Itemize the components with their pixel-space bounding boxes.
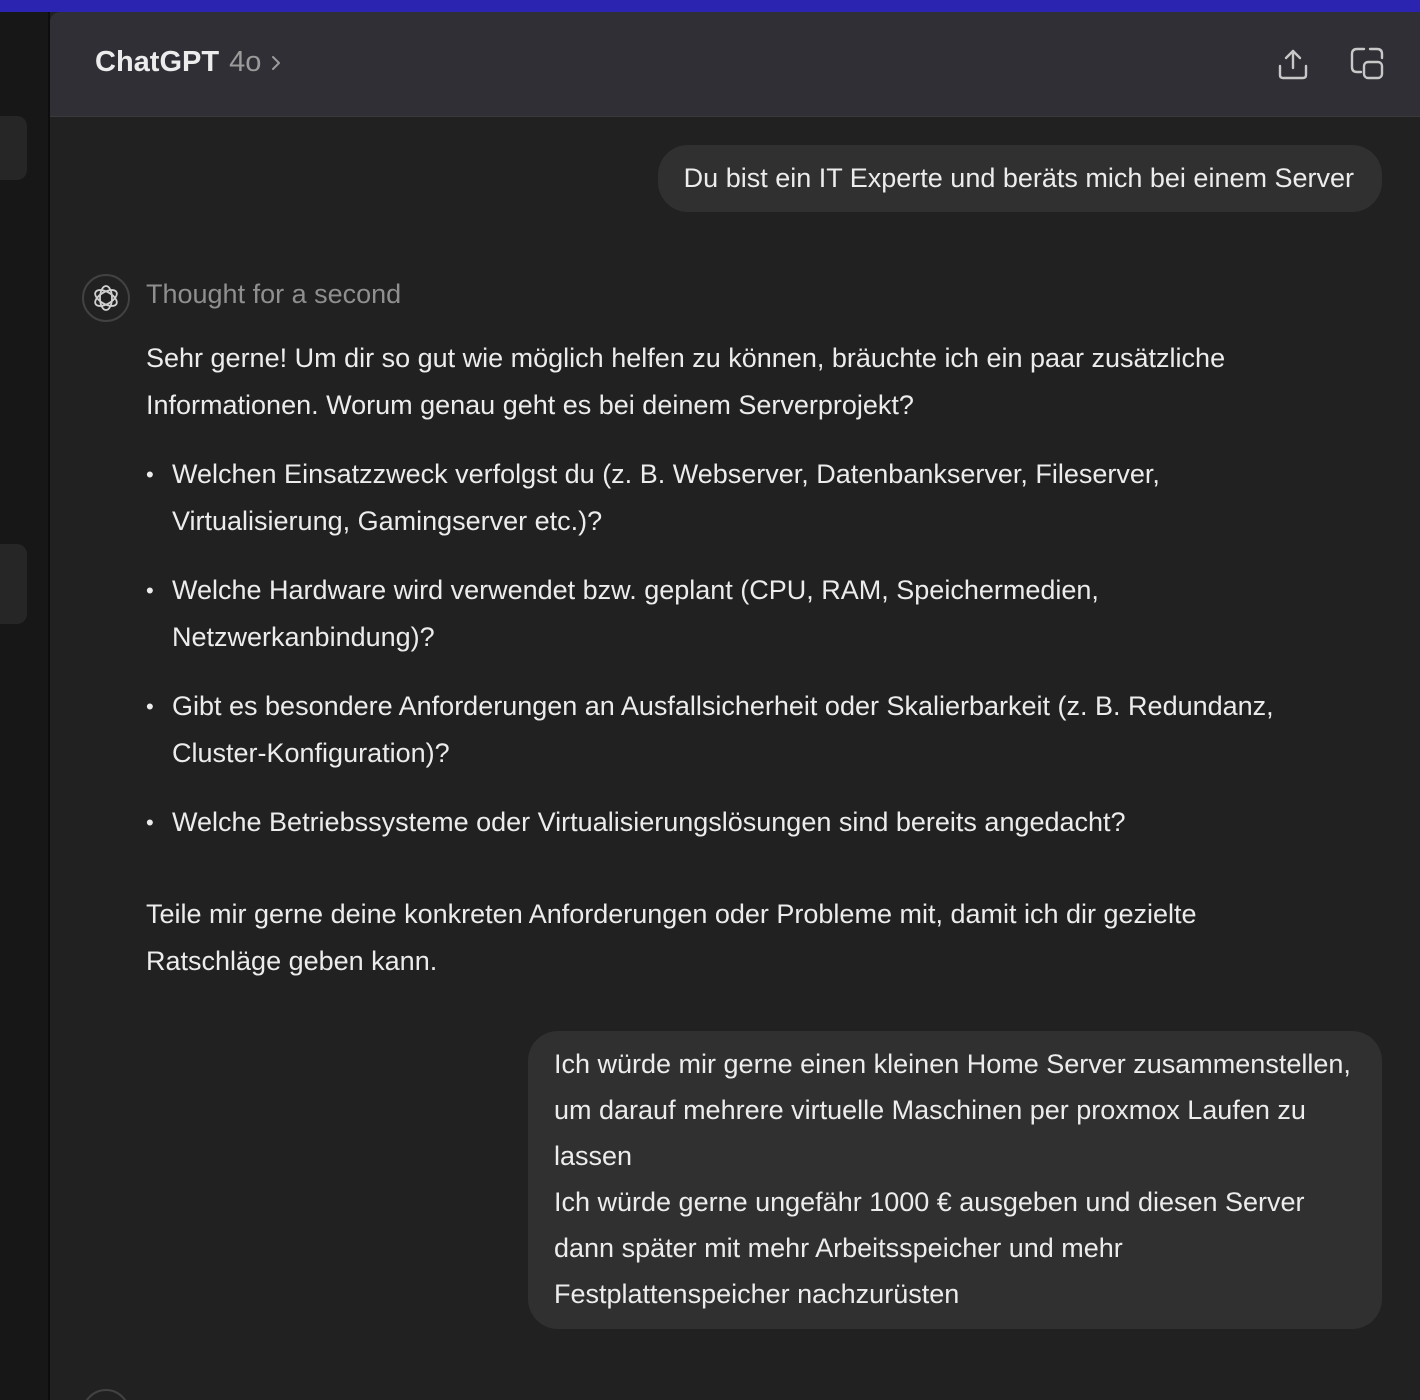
sidebar-collapsed bbox=[0, 12, 50, 1400]
user-message bbox=[528, 1031, 1382, 1329]
assistant-closing: Teile mir gerne deine konkreten Anforderungen oder Probleme mit, damit ich dir gezielte Ratschläge geben kann. bbox=[146, 899, 1197, 976]
assistant-avatar bbox=[82, 274, 130, 322]
user-message-text: Ich würde mir gerne einen kleinen Home Server zusammenstellen, um darauf mehrere virtuelle Maschinen per proxmox Laufen zu lassen bbox=[554, 1049, 1351, 1171]
user-message-text: Du bist ein IT Experte und beräts mich bei einem Server bbox=[683, 163, 1354, 193]
list-item: • Gibt es besondere Anforderungen an Ausfallsicherheit oder Skalierbarkeit (z. B. Redundanz, Cluster-Konfiguration)? bbox=[146, 683, 1336, 777]
list-item: • Welche Betriebssysteme oder Virtualisierungslösungen sind bereits angedacht? bbox=[146, 799, 1336, 846]
window-top-accent bbox=[0, 0, 1420, 12]
share-upload-icon bbox=[1275, 46, 1311, 82]
chat-main bbox=[50, 12, 1420, 1400]
list-item: • Welche Hardware wird verwendet bzw. geplant (CPU, RAM, Speichermedien, Netzwerkanbindung)? bbox=[146, 567, 1336, 661]
chat-header bbox=[50, 12, 1420, 117]
assistant-question-list bbox=[146, 451, 1336, 846]
sidebar-item-edge[interactable] bbox=[0, 116, 27, 180]
user-message bbox=[658, 145, 1382, 212]
share-button[interactable] bbox=[1273, 44, 1313, 84]
user-message-text: Ich würde gerne ungefähr 1000 € ausgeben und diesen Server dann später mit mehr Arbeitsspeicher und mehr Festplattenspeicher nachzurüsten bbox=[554, 1187, 1305, 1309]
sidebar-item-edge-active[interactable] bbox=[0, 544, 27, 624]
assistant-intro: Sehr gerne! Um dir so gut wie möglich helfen zu können, bräuchte ich ein paar zusätzliche Informationen. Worum genau geht es bei deinem Serverprojekt? bbox=[146, 343, 1226, 420]
assistant-avatar bbox=[82, 1389, 130, 1400]
assistant-message bbox=[146, 335, 1336, 985]
model-name: 4o bbox=[229, 46, 262, 78]
list-item: • Welchen Einsatzzweck verfolgst du (z. B. Webserver, Datenbankserver, Fileserver, Virtualisierung, Gamingserver etc.)? bbox=[146, 451, 1336, 545]
chevron-right-icon bbox=[269, 53, 283, 73]
model-selector[interactable] bbox=[95, 46, 283, 79]
openai-logo-icon bbox=[90, 282, 122, 314]
thought-indicator[interactable]: Thought for a second bbox=[146, 279, 402, 309]
new-chat-window-icon bbox=[1348, 45, 1386, 83]
app-title: ChatGPT bbox=[95, 46, 220, 78]
new-chat-button[interactable] bbox=[1347, 44, 1387, 84]
